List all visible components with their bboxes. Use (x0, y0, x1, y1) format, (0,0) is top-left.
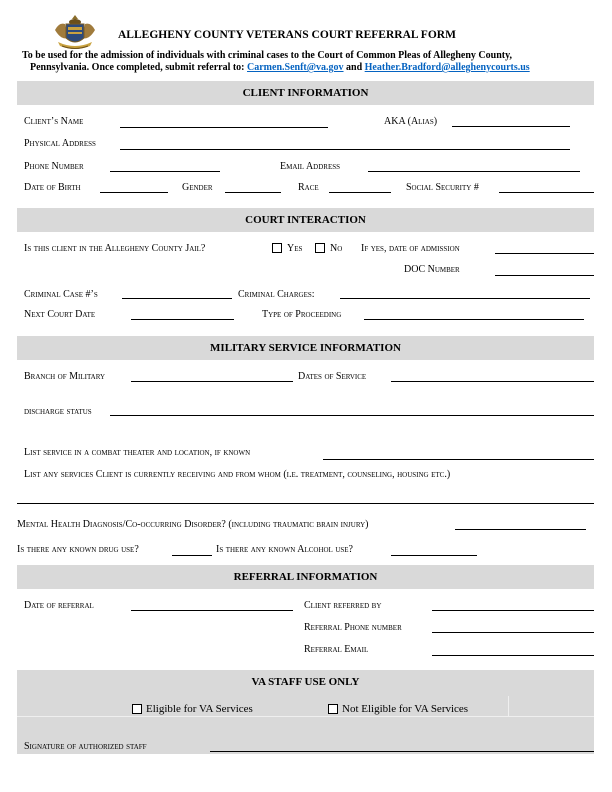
field-ssn[interactable] (499, 192, 594, 193)
email-link-carmen[interactable]: Carmen.Senft@va.gov (247, 62, 344, 73)
intro-prefix: Pennsylvania. Once completed, submit referral to: (30, 62, 248, 73)
field-referred-by[interactable] (432, 610, 594, 611)
va-divider (17, 716, 594, 717)
label-alcohol-use: Is there any known Alcohol use? (216, 544, 353, 555)
label-dob: Date of Birth (24, 182, 81, 193)
field-race[interactable] (329, 192, 391, 193)
label-admission-date: If yes, date of admission (361, 243, 460, 254)
label-referral-date: Date of referral (24, 600, 94, 611)
field-mental-health[interactable] (455, 529, 586, 530)
label-referred-by: Client referred by (304, 600, 382, 611)
field-admission-date[interactable] (495, 253, 594, 254)
label-discharge: discharge status (24, 406, 92, 417)
checkbox-jail-no[interactable] (315, 243, 325, 253)
section-header-client: CLIENT INFORMATION (17, 81, 594, 105)
label-phone: Phone Number (24, 161, 84, 172)
section-header-va: VA STAFF USE ONLY (17, 670, 594, 694)
field-gender[interactable] (225, 192, 281, 193)
field-current-services[interactable] (17, 503, 594, 504)
field-referral-email[interactable] (432, 655, 594, 656)
field-dates-of-service[interactable] (391, 381, 594, 382)
form-title: ALLEGHENY COUNTY VETERANS COURT REFERRAL FORM (118, 29, 456, 41)
label-criminal-charges: Criminal Charges: (238, 289, 315, 300)
label-combat: List service in a combat theater and location, if known (24, 447, 251, 458)
field-criminal-charges[interactable] (340, 298, 590, 299)
field-alcohol-use[interactable] (391, 555, 477, 556)
label-race: Race (298, 182, 319, 193)
field-dob[interactable] (100, 192, 168, 193)
section-header-military: MILITARY SERVICE INFORMATION (17, 336, 594, 360)
field-next-court-date[interactable] (131, 319, 234, 320)
field-referral-date[interactable] (131, 610, 293, 611)
label-not-eligible: Not Eligible for VA Services (342, 703, 469, 715)
field-branch[interactable] (131, 381, 293, 382)
label-next-court-date: Next Court Date (24, 309, 96, 320)
label-proceeding-type: Type of Proceeding (262, 309, 342, 320)
email-link-heather[interactable]: Heather.Bradford@alleghenycourts.us (364, 62, 530, 73)
va-cell-divider (508, 696, 509, 716)
section-header-court: COURT INTERACTION (17, 208, 594, 232)
label-client-name: Client’s Name (24, 116, 84, 127)
field-doc-number[interactable] (495, 275, 594, 276)
field-email[interactable] (368, 171, 580, 172)
field-referral-phone[interactable] (432, 632, 594, 633)
field-client-name[interactable] (120, 127, 328, 128)
field-drug-use[interactable] (172, 555, 212, 556)
checkbox-eligible[interactable] (132, 704, 142, 714)
field-discharge[interactable] (110, 415, 594, 416)
field-aka[interactable] (452, 126, 570, 127)
label-current-services: List any services Client is currently receiving and from whom (i.e. treatment, counseling, housing etc.) (24, 469, 451, 480)
label-dates-of-service: Dates of Service (298, 371, 367, 382)
label-email: Email Address (280, 161, 341, 172)
field-combat[interactable] (323, 459, 594, 460)
intro-line-2 (30, 62, 610, 74)
label-doc-number: DOC Number (404, 264, 460, 275)
label-aka: AKA (Alias) (384, 116, 438, 127)
label-yes: Yes (287, 243, 303, 254)
field-proceeding-type[interactable] (364, 319, 584, 320)
label-jail-question: Is this client in the Allegheny County Jail? (24, 243, 206, 254)
field-address[interactable] (120, 149, 570, 150)
label-ssn: Social Security # (406, 182, 479, 193)
label-drug-use: Is there any known drug use? (17, 544, 139, 555)
label-eligible: Eligible for VA Services (146, 703, 253, 715)
label-signature: Signature of authorized staff (24, 741, 147, 752)
label-referral-email: Referral Email (304, 644, 369, 655)
intro-line-1: To be used for the admission of individuals with criminal cases to the Court of Common Pleas of Allegheny County, (22, 50, 513, 61)
label-gender: Gender (182, 182, 213, 193)
label-no: No (330, 243, 343, 254)
label-mental-health: Mental Health Diagnosis/Co-occurring Disorder? (including traumatic brain injury) (17, 519, 369, 530)
field-criminal-case[interactable] (122, 298, 232, 299)
field-signature[interactable] (210, 751, 594, 752)
intro-and: and (343, 62, 365, 73)
label-referral-phone: Referral Phone number (304, 622, 402, 633)
section-header-referral: REFERRAL INFORMATION (17, 565, 594, 589)
label-branch: Branch of Military (24, 371, 106, 382)
checkbox-not-eligible[interactable] (328, 704, 338, 714)
label-address: Physical Address (24, 138, 96, 149)
field-phone[interactable] (110, 171, 220, 172)
checkbox-jail-yes[interactable] (272, 243, 282, 253)
label-criminal-case: Criminal Case #’s (24, 289, 98, 300)
county-seal-logo (50, 12, 100, 52)
